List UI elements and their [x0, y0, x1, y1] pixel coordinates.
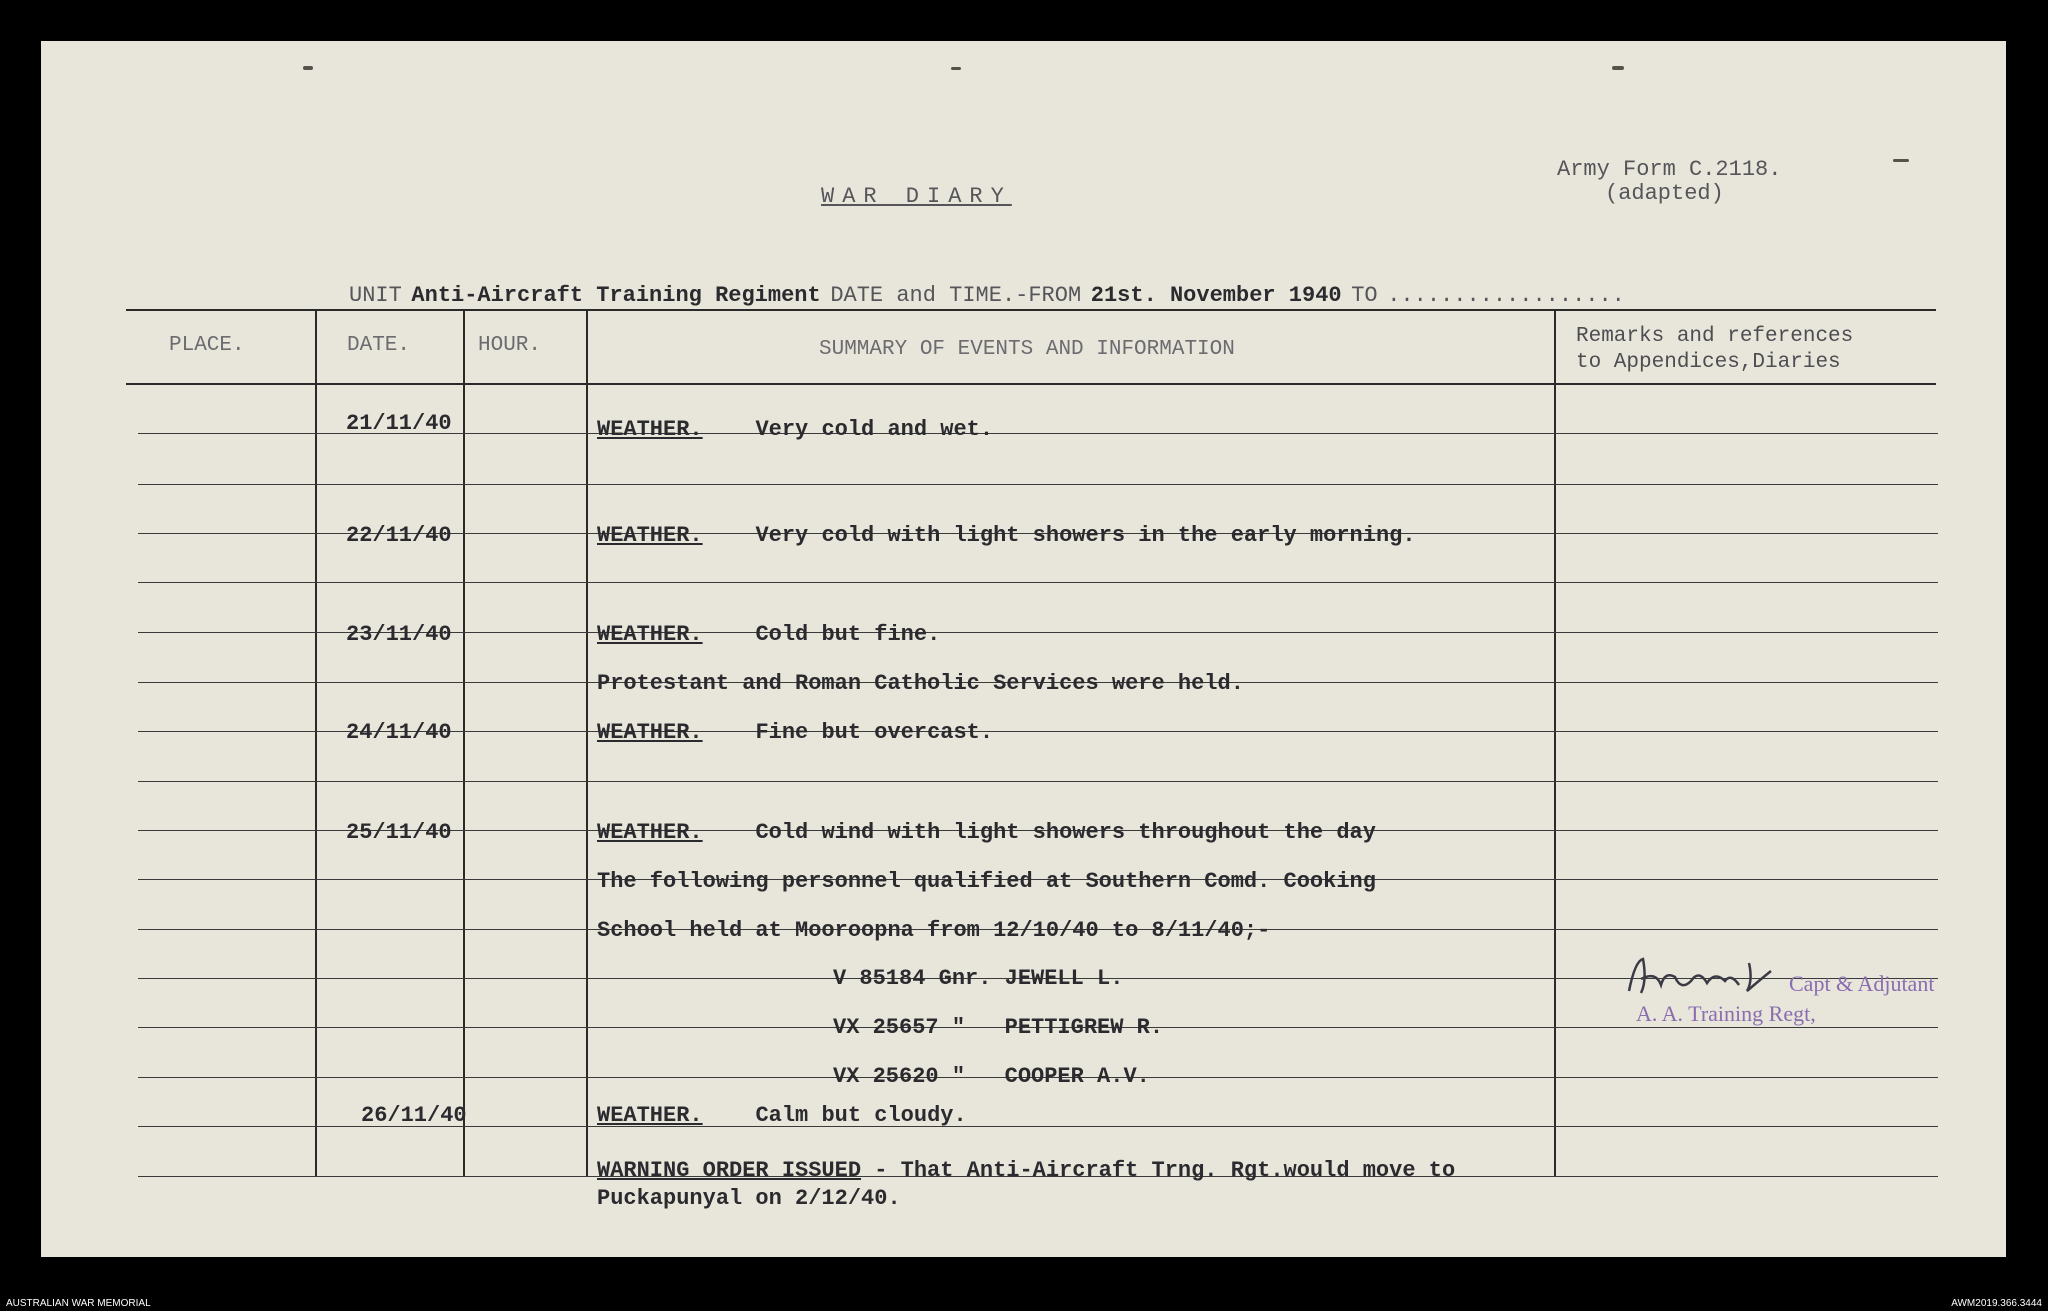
- entry-heading: WEATHER.: [597, 622, 703, 647]
- entry-line: [597, 1103, 967, 1128]
- entry-heading: WEATHER.: [597, 820, 703, 845]
- column-divider: [586, 309, 588, 1177]
- entry-text: Puckapunyal on 2/12/40.: [597, 1186, 901, 1211]
- punch-mark: [1612, 66, 1624, 70]
- entry-heading: WEATHER.: [597, 417, 703, 442]
- personnel-entry: VX 25657 " PETTIGREW R.: [833, 1015, 1164, 1040]
- entry-date: 26/11/40: [361, 1103, 467, 1128]
- to-label: TO: [1351, 283, 1378, 308]
- entry-line: [597, 417, 993, 442]
- entry-line: [597, 622, 940, 647]
- column-header-hour: HOUR.: [478, 334, 542, 357]
- entry-text: Fine but overcast.: [755, 720, 994, 745]
- entry-heading: WARNING ORDER ISSUED: [597, 1158, 862, 1183]
- column-header-remarks-2: to Appendices,Diaries: [1576, 351, 1841, 374]
- entry-line: [597, 523, 1416, 548]
- entry-text: Cold wind with light showers throughout the day: [755, 820, 1376, 845]
- form-title: WAR DIARY: [821, 184, 1012, 209]
- entry-text: Very cold and wet.: [755, 417, 994, 442]
- entry-line: [597, 820, 1376, 845]
- entry-heading: WEATHER.: [597, 1103, 703, 1128]
- entry-date: 24/11/40: [346, 720, 452, 745]
- table-header-rule: [126, 383, 1936, 385]
- punch-mark: [303, 66, 313, 70]
- column-header-place: PLACE.: [169, 334, 245, 357]
- entry-line: [597, 1158, 1455, 1183]
- form-number: Army Form C.2118.: [1557, 157, 1782, 182]
- entry-text: The following personnel qualified at Southern Comd. Cooking: [597, 869, 1376, 894]
- column-divider: [463, 309, 465, 1177]
- entry-date: 22/11/40: [346, 523, 452, 548]
- punch-mark: [1893, 159, 1909, 162]
- entry-date: 25/11/40: [346, 820, 452, 845]
- punch-mark: [951, 67, 961, 70]
- stamp-unit: A. A. Training Regt,: [1636, 1001, 1816, 1026]
- personnel-entry: V 85184 Gnr. JEWELL L.: [833, 966, 1124, 991]
- ruled-line: [138, 582, 1938, 583]
- table-top-rule: [126, 309, 1936, 311]
- form-note: (adapted): [1605, 181, 1724, 206]
- to-dots: ..................: [1387, 283, 1625, 308]
- column-divider: [1554, 309, 1556, 1177]
- date-time-label: DATE and TIME.-FROM: [830, 283, 1082, 308]
- diary-page: [41, 41, 2006, 1257]
- entry-date: 23/11/40: [346, 622, 452, 647]
- unit-line: [349, 283, 1625, 308]
- entry-heading: WEATHER.: [597, 720, 703, 745]
- personnel-entry: VX 25620 " COOPER A.V.: [833, 1064, 1150, 1089]
- entry-date: 21/11/40: [346, 411, 452, 436]
- entry-text: - That Anti-Aircraft Trng. Rgt.would move to: [874, 1158, 1456, 1183]
- ruled-line: [138, 781, 1938, 782]
- entry-text: School held at Mooroopna from 12/10/40 to 8/11/40;-: [597, 918, 1271, 943]
- column-divider: [315, 309, 317, 1177]
- footer-accession-number: AWM2019.366.3444: [1951, 1298, 2042, 1309]
- entry-text: Cold but fine.: [755, 622, 941, 647]
- entry-line: [597, 720, 993, 745]
- entry-text: Very cold with light showers in the early morning.: [755, 523, 1416, 548]
- entry-text: Calm but cloudy.: [755, 1103, 967, 1128]
- footer-archive-name: AUSTRALIAN WAR MEMORIAL: [6, 1298, 151, 1309]
- unit-label: UNIT: [349, 283, 402, 308]
- column-header-date: DATE.: [347, 334, 411, 357]
- ruled-line: [138, 484, 1938, 485]
- entry-heading: WEATHER.: [597, 523, 703, 548]
- stamp-rank: Capt & Adjutant: [1789, 971, 1935, 996]
- entry-text: Protestant and Roman Catholic Services were held.: [597, 671, 1244, 696]
- column-header-summary: SUMMARY OF EVENTS AND INFORMATION: [819, 338, 1235, 361]
- unit-value: Anti-Aircraft Training Regiment: [411, 283, 821, 308]
- column-header-remarks-1: Remarks and references: [1576, 325, 1854, 348]
- date-from: 21st. November 1940: [1090, 283, 1342, 308]
